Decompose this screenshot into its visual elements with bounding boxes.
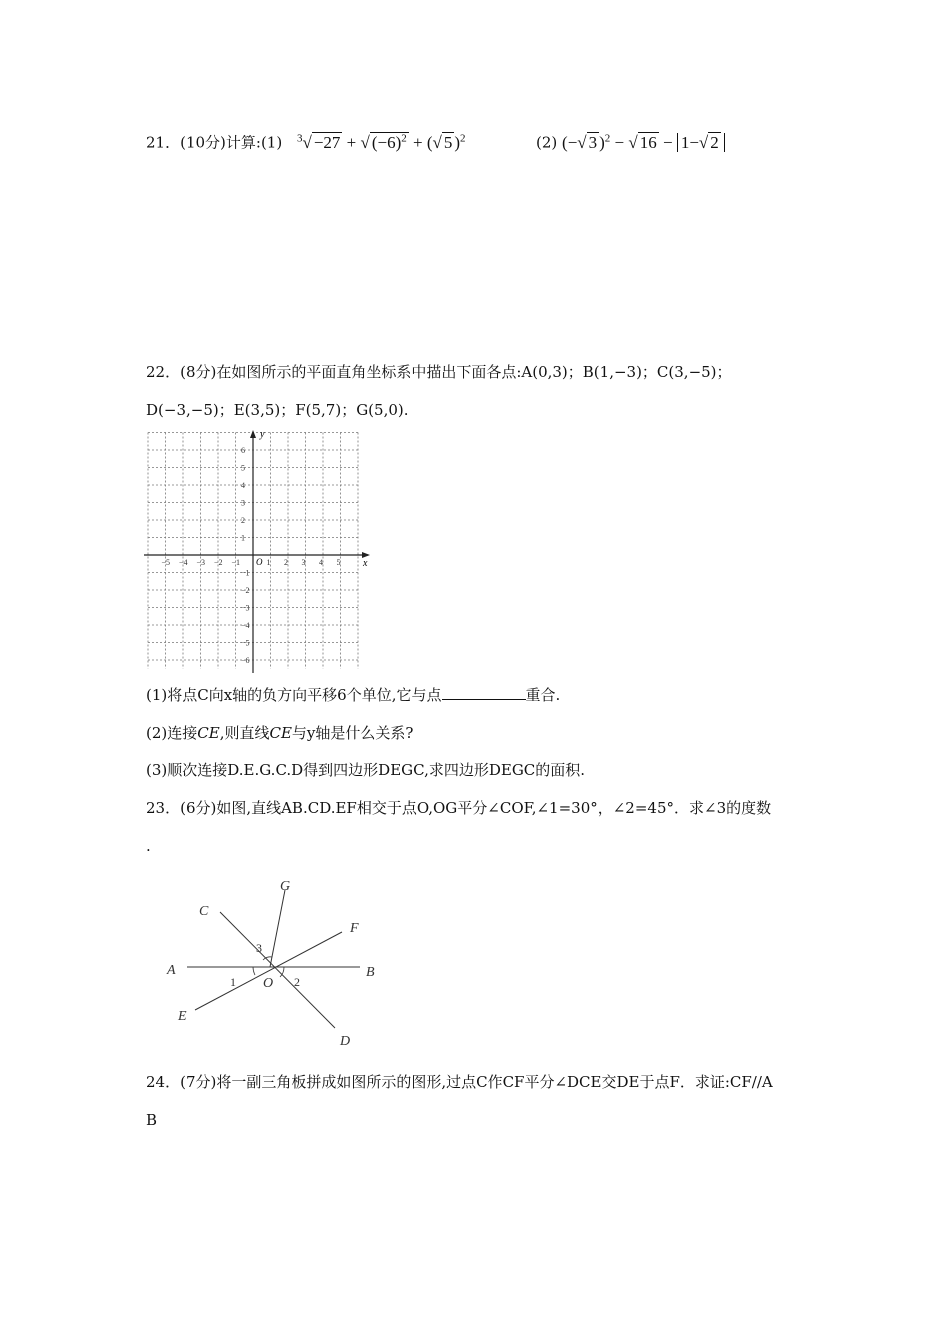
q22-sub1-text: (1)将点C向x轴的负方向平移6个单位,它与点	[146, 686, 442, 704]
radicand-neg6-squared: $(-6)^2$	[371, 132, 407, 152]
label-o: O	[263, 976, 274, 991]
label-f: F	[350, 921, 359, 936]
label-g: G	[280, 879, 291, 894]
x-tick-label: −1	[231, 558, 241, 567]
label-b: B	[366, 965, 375, 980]
label-angle-3: 3	[256, 941, 262, 955]
q22-sub1-end: 重合.	[525, 686, 561, 704]
y-tick-label: 2	[241, 516, 245, 525]
origin-label: O	[256, 557, 263, 567]
x-axis-label: x	[363, 558, 368, 569]
x-tick-label: −5	[161, 558, 171, 567]
x-tick-labels	[162, 558, 341, 567]
label-angle-2: 2	[294, 975, 300, 989]
y-tick-label: 4	[241, 481, 245, 490]
x-tick-label: 1	[266, 558, 271, 567]
q23-line1: 23．(6分)如图,直线AB.CD.EF相交于点O,OG平分∠COF,∠1=30°，∠2=45°．求∠3的度数	[146, 799, 772, 817]
radicand-5: 5	[443, 132, 453, 152]
q22-line1: 22．(8分)在如图所示的平面直角坐标系中描出下面各点:A(0,3)；B(1,−3)；C(3,−5)；	[146, 363, 732, 381]
y-axis-arrow	[250, 430, 256, 438]
x-tick-label: 2	[284, 558, 288, 567]
radicand-2: 2	[710, 132, 719, 152]
q24-line2: B	[146, 1111, 158, 1129]
q22-sub2: (2)连接CE,则直线CE与y轴是什么关系?	[146, 724, 414, 742]
question-21	[146, 128, 466, 153]
q21-number: 21	[146, 133, 166, 152]
line-ef	[195, 932, 342, 1010]
y-tick-label: −5	[241, 638, 250, 648]
angle-1-arc	[253, 967, 255, 975]
absolute-value: 1−√ 2	[677, 133, 725, 152]
q22-sub1	[146, 685, 560, 705]
q22-line2: D(−3,−5)；E(3,5)；F(5,7)；G(5,0).	[146, 401, 409, 419]
label-e: E	[178, 1009, 187, 1024]
x-tick-label: −3	[196, 558, 206, 567]
q24-line1: 24．(7分)将一副三角板拼成如图所示的图形,过点C作CF平分∠DCE交DE于点F．求证:CF//A	[146, 1073, 773, 1091]
ray-og	[270, 890, 285, 967]
y-tick-label: 5	[241, 463, 245, 473]
q23-line2: .	[146, 837, 151, 855]
y-tick-label: −4	[241, 621, 250, 630]
q21-head: ．(10分)计算:(1)	[165, 133, 283, 152]
radicand-16: 16	[639, 132, 657, 152]
x-tick-label: −2	[214, 558, 223, 567]
label-c: C	[199, 904, 209, 919]
x-tick-label: 4	[319, 558, 323, 567]
radicand-neg27: −27	[313, 132, 341, 152]
q21-part2-label: (2)	[536, 133, 558, 152]
answer-blank[interactable]	[442, 685, 526, 700]
q21-part1-expression: $^3$√ −27 + √ $(-6)^2$ + (√ 5 )$^2$	[296, 132, 466, 152]
y-tick-label: 1	[241, 533, 245, 543]
y-axis-label: y	[260, 429, 265, 440]
label-angle-1: 1	[230, 975, 236, 989]
x-tick-label: 3	[301, 558, 306, 567]
cube-root-index: 3	[296, 132, 303, 144]
x-tick-label: −4	[179, 558, 188, 567]
y-tick-label: −1	[241, 568, 250, 578]
y-tick-label: −2	[241, 586, 250, 595]
radicand-3: 3	[588, 132, 598, 152]
plus-sign-2: +	[413, 132, 423, 152]
plus-sign: +	[346, 132, 357, 152]
intersecting-lines-figure	[160, 870, 420, 1060]
q22-sub3: (3)顺次连接D.E.G.C.D得到四边形DEGC,求四边形DEGC的面积.	[146, 761, 586, 779]
label-a: A	[167, 963, 176, 978]
label-d: D	[340, 1034, 351, 1049]
y-tick-label: 3	[241, 498, 245, 508]
q21-part2-expression: (−√ 3 )$^2$ − √ 16 − 1−√ 2	[562, 133, 725, 152]
y-tick-label: 6	[241, 446, 245, 455]
x-tick-label: 5	[336, 558, 341, 567]
y-tick-label: −3	[241, 603, 250, 613]
y-tick-label: −6	[241, 656, 250, 665]
question-21-part2	[536, 128, 725, 153]
coordinate-grid-figure	[140, 425, 380, 675]
